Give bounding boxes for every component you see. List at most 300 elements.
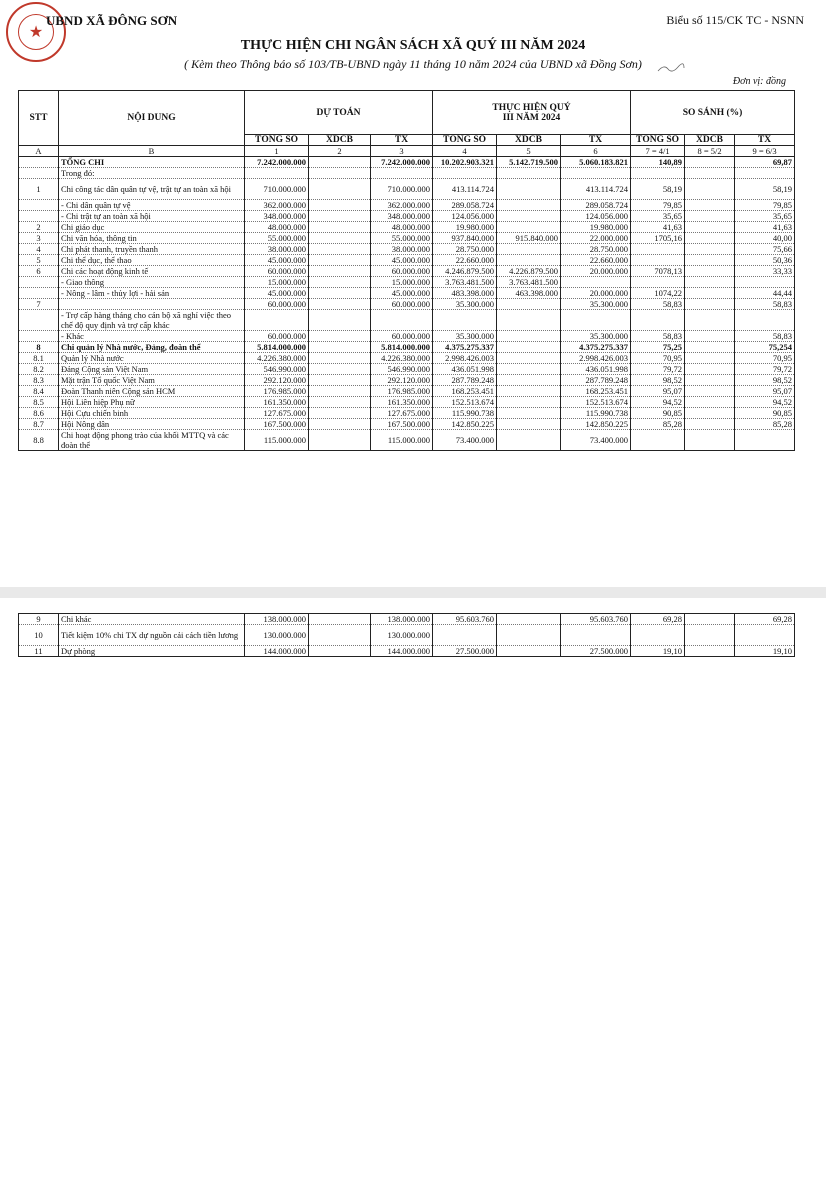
row-value-c8 [685,364,735,375]
row-value-c6: 73.400.000 [561,430,631,451]
table-row [19,646,795,657]
row-value-c3: 292.120.000 [371,375,433,386]
row-stt: 10 [19,625,59,646]
row-content: Chi công tác dân quân tự vệ, trật tự an toàn xã hội [59,179,245,200]
row-value-c9 [735,310,795,331]
row-value-c8 [685,375,735,386]
row-value-c8 [685,342,735,353]
row-value-c4: 35.300.000 [433,299,497,310]
row-value-c6: 2.998.426.003 [561,353,631,364]
row-value-c7: 58,83 [631,299,685,310]
row-value-c4: 10.202.903.321 [433,157,497,168]
row-stt [19,200,59,211]
row-content: - Giao thông [59,277,245,288]
row-value-c9 [735,277,795,288]
table-row [19,211,795,222]
row-content [59,299,245,310]
row-value-c2 [309,157,371,168]
row-value-c5 [497,222,561,233]
row-content: Chi các hoạt động kinh tế [59,266,245,277]
row-value-c3: 115.000.000 [371,430,433,451]
row-value-c8 [685,408,735,419]
row-value-c1: 48.000.000 [245,222,309,233]
row-value-c3: 546.990.000 [371,364,433,375]
row-value-c9: 50,36 [735,255,795,266]
row-value-c8 [685,255,735,266]
row-stt: 8.4 [19,386,59,397]
row-value-c8 [685,266,735,277]
row-value-c1: 15.000.000 [245,277,309,288]
row-stt: 6 [19,266,59,277]
row-value-c3: 15.000.000 [371,277,433,288]
index-cell: 3 [371,146,433,157]
row-value-c8 [685,168,735,179]
header-cmp-tx: TX [735,135,795,146]
row-value-c5 [497,397,561,408]
row-value-c4: 2.998.426.003 [433,353,497,364]
row-value-c6: 152.513.674 [561,397,631,408]
row-value-c4 [433,168,497,179]
row-value-c3 [371,310,433,331]
row-value-c9: 41,63 [735,222,795,233]
row-content: Đảng Cộng sản Việt Nam [59,364,245,375]
row-value-c4: 4.375.275.337 [433,342,497,353]
row-stt: 1 [19,179,59,200]
row-value-c9: 19,10 [735,646,795,657]
header-estimate: DỰ TOÁN [245,91,433,135]
row-value-c7: 70,95 [631,353,685,364]
row-value-c7: 1074,22 [631,288,685,299]
row-value-c4: 4.246.879.500 [433,266,497,277]
row-value-c6: 35.300.000 [561,299,631,310]
row-value-c2 [309,266,371,277]
row-stt [19,310,59,331]
table-row [19,625,795,646]
row-value-c5 [497,255,561,266]
row-stt: 2 [19,222,59,233]
row-value-c4: 142.850.225 [433,419,497,430]
row-stt: 5 [19,255,59,266]
row-value-c6 [561,625,631,646]
row-value-c6: 289.058.724 [561,200,631,211]
row-value-c9: 40,00 [735,233,795,244]
row-value-c7: 58,83 [631,331,685,342]
row-value-c3: 48.000.000 [371,222,433,233]
budget-table-continued [18,613,795,657]
report-page-1 [0,0,826,587]
row-value-c2 [309,430,371,451]
row-value-c5 [497,614,561,625]
row-content: Trong đó: [59,168,245,179]
row-value-c6 [561,310,631,331]
row-value-c9: 58,19 [735,179,795,200]
row-value-c9 [735,430,795,451]
row-value-c6: 20.000.000 [561,288,631,299]
row-value-c7: 140,89 [631,157,685,168]
row-value-c7: 75,25 [631,342,685,353]
row-value-c3: 710.000.000 [371,179,433,200]
row-value-c1: 167.500.000 [245,419,309,430]
header-act-xdcb: XDCB [497,135,561,146]
row-value-c5: 5.142.719.500 [497,157,561,168]
header-act-tx: TX [561,135,631,146]
row-value-c1 [245,168,309,179]
row-value-c7: 90,85 [631,408,685,419]
table-row [19,375,795,386]
row-value-c3: 38.000.000 [371,244,433,255]
row-value-c6: 124.056.000 [561,211,631,222]
header-est-xdcb: XDCB [309,135,371,146]
row-value-c6: 168.253.451 [561,386,631,397]
row-value-c3: 60.000.000 [371,331,433,342]
row-value-c5 [497,331,561,342]
row-value-c5 [497,310,561,331]
table-row [19,386,795,397]
row-value-c3: 60.000.000 [371,299,433,310]
header-cmp-xdcb: XDCB [685,135,735,146]
row-value-c4: 22.660.000 [433,255,497,266]
row-value-c7 [631,625,685,646]
table-row [19,157,795,168]
budget-table [18,90,795,451]
row-stt: 8 [19,342,59,353]
table-row [19,266,795,277]
row-value-c3: 348.000.000 [371,211,433,222]
row-value-c2 [309,179,371,200]
row-value-c6: 19.980.000 [561,222,631,233]
row-value-c6: 287.789.248 [561,375,631,386]
row-value-c2 [309,342,371,353]
row-value-c9 [735,625,795,646]
row-value-c5: 3.763.481.500 [497,277,561,288]
row-value-c2 [309,244,371,255]
row-value-c8 [685,277,735,288]
row-content: TỔNG CHI [59,157,245,168]
row-value-c2 [309,397,371,408]
row-value-c1: 60.000.000 [245,266,309,277]
row-value-c8 [685,353,735,364]
row-value-c7: 79,85 [631,200,685,211]
row-value-c8 [685,157,735,168]
index-cell: 2 [309,146,371,157]
row-value-c7 [631,244,685,255]
row-value-c7: 85,28 [631,419,685,430]
row-value-c7: 19,10 [631,646,685,657]
row-value-c8 [685,331,735,342]
row-stt: 8.1 [19,353,59,364]
row-value-c4: 27.500.000 [433,646,497,657]
row-value-c5: 463.398.000 [497,288,561,299]
row-value-c1: 60.000.000 [245,331,309,342]
row-value-c2 [309,375,371,386]
row-stt: 11 [19,646,59,657]
row-content: Đoàn Thanh niên Cộng sản HCM [59,386,245,397]
row-value-c8 [685,211,735,222]
row-value-c6: 115.990.738 [561,408,631,419]
row-value-c1 [245,310,309,331]
row-value-c5 [497,419,561,430]
row-value-c9: 75,254 [735,342,795,353]
row-value-c9: 75,66 [735,244,795,255]
row-value-c4: 115.990.738 [433,408,497,419]
row-value-c6: 95.603.760 [561,614,631,625]
row-value-c2 [309,646,371,657]
table-row [19,179,795,200]
header-actual: THỰC HIỆN QUÝ III NĂM 2024 [433,91,631,135]
row-value-c2 [309,277,371,288]
index-cell: 4 [433,146,497,157]
row-content: Chi thể dục, thể thao [59,255,245,266]
row-content: Mặt trận Tổ quốc Việt Nam [59,375,245,386]
index-cell: 5 [497,146,561,157]
row-value-c8 [685,625,735,646]
row-value-c1: 138.000.000 [245,614,309,625]
row-value-c2 [309,233,371,244]
row-value-c3: 176.985.000 [371,386,433,397]
row-value-c7: 69,28 [631,614,685,625]
row-content: - Nông - lâm - thủy lợi - hải sản [59,288,245,299]
row-value-c5: 4.226.879.500 [497,266,561,277]
row-value-c2 [309,288,371,299]
row-value-c1: 144.000.000 [245,646,309,657]
row-value-c9: 95,07 [735,386,795,397]
row-value-c4: 287.789.248 [433,375,497,386]
row-value-c5 [497,342,561,353]
row-value-c2 [309,222,371,233]
row-value-c4: 73.400.000 [433,430,497,451]
row-value-c2 [309,331,371,342]
row-value-c5 [497,364,561,375]
row-value-c3: 127.675.000 [371,408,433,419]
row-stt: 8.3 [19,375,59,386]
row-value-c3: 144.000.000 [371,646,433,657]
row-value-c8 [685,288,735,299]
row-value-c2 [309,299,371,310]
row-value-c1: 161.350.000 [245,397,309,408]
row-value-c1: 5.814.000.000 [245,342,309,353]
row-value-c6 [561,277,631,288]
row-value-c1: 45.000.000 [245,255,309,266]
row-value-c5 [497,430,561,451]
row-stt [19,157,59,168]
row-value-c5 [497,179,561,200]
row-value-c4: 436.051.998 [433,364,497,375]
header-est-total: TỔNG SỐ [245,135,309,146]
row-value-c6: 22.660.000 [561,255,631,266]
index-cell: 8 = 5/2 [685,146,735,157]
row-value-c7: 7078,13 [631,266,685,277]
row-value-c9: 79,85 [735,200,795,211]
row-stt: 8.5 [19,397,59,408]
row-value-c4: 289.058.724 [433,200,497,211]
table-row [19,222,795,233]
row-stt [19,168,59,179]
row-value-c8 [685,299,735,310]
row-value-c2 [309,625,371,646]
row-value-c8 [685,244,735,255]
row-stt: 8.8 [19,430,59,451]
row-value-c3: 138.000.000 [371,614,433,625]
row-value-c7: 94,52 [631,397,685,408]
row-value-c8 [685,646,735,657]
row-value-c3: 55.000.000 [371,233,433,244]
row-stt: 9 [19,614,59,625]
row-value-c3: 4.226.380.000 [371,353,433,364]
row-value-c1: 130.000.000 [245,625,309,646]
row-value-c6: 4.375.275.337 [561,342,631,353]
row-value-c4: 937.840.000 [433,233,497,244]
table-row [19,353,795,364]
row-value-c7: 95,07 [631,386,685,397]
row-value-c2 [309,211,371,222]
row-value-c4: 483.398.000 [433,288,497,299]
row-value-c2 [309,386,371,397]
row-value-c9: 33,33 [735,266,795,277]
row-content: Chi khác [59,614,245,625]
row-value-c1: 362.000.000 [245,200,309,211]
row-value-c9: 98,52 [735,375,795,386]
row-value-c8 [685,200,735,211]
row-content: Dự phòng [59,646,245,657]
report-subtitle: ( Kèm theo Thông báo số 103/TB-UBND ngày 11 tháng 10 năm 2024 của UBND xã Đồng Sơn) [184,57,642,71]
row-value-c7 [631,310,685,331]
row-value-c2 [309,168,371,179]
row-value-c1: 60.000.000 [245,299,309,310]
row-content: - Khác [59,331,245,342]
row-value-c4: 19.980.000 [433,222,497,233]
index-cell: 1 [245,146,309,157]
row-value-c1: 45.000.000 [245,288,309,299]
row-value-c4: 35.300.000 [433,331,497,342]
row-stt [19,211,59,222]
row-value-c9: 90,85 [735,408,795,419]
row-value-c8 [685,614,735,625]
row-value-c2 [309,310,371,331]
row-value-c9 [735,168,795,179]
row-value-c8 [685,430,735,451]
form-code: Biểu số 115/CK TC - NSNN [666,13,804,27]
row-stt [19,277,59,288]
header-content: NỘI DUNG [59,91,245,146]
row-content: Chi quản lý Nhà nước, Đảng, đoàn thể [59,342,245,353]
row-stt: 4 [19,244,59,255]
row-value-c2 [309,200,371,211]
index-cell: 7 = 4/1 [631,146,685,157]
row-value-c3: 161.350.000 [371,397,433,408]
row-value-c6: 20.000.000 [561,266,631,277]
table-row [19,342,795,353]
header-act-total: TỔNG SỐ [433,135,497,146]
table-row [19,419,795,430]
table-row [19,310,795,331]
row-content: - Chi trật tự an toàn xã hội [59,211,245,222]
index-cell: 9 = 6/3 [735,146,795,157]
row-value-c1: 38.000.000 [245,244,309,255]
row-value-c8 [685,179,735,200]
header-est-tx: TX [371,135,433,146]
row-value-c6: 5.060.183.821 [561,157,631,168]
row-value-c5 [497,299,561,310]
row-value-c7: 98,52 [631,375,685,386]
header-stt: STT [19,91,59,146]
row-value-c5 [497,375,561,386]
table-row [19,408,795,419]
row-value-c9: 58,83 [735,331,795,342]
report-page-2 [0,598,826,1200]
row-value-c5 [497,625,561,646]
table-row [19,233,795,244]
row-value-c3: 5.814.000.000 [371,342,433,353]
row-value-c7 [631,255,685,266]
row-value-c1: 115.000.000 [245,430,309,451]
row-value-c9: 79,72 [735,364,795,375]
row-content: Hội Nông dân [59,419,245,430]
row-value-c7: 35,65 [631,211,685,222]
index-cell: B [59,146,245,157]
table-row [19,200,795,211]
row-value-c4: 413.114.724 [433,179,497,200]
table-row [19,244,795,255]
row-value-c4 [433,625,497,646]
row-value-c1: 7.242.000.000 [245,157,309,168]
row-value-c1: 176.985.000 [245,386,309,397]
row-value-c4: 124.056.000 [433,211,497,222]
row-value-c7: 58,19 [631,179,685,200]
row-value-c6: 28.750.000 [561,244,631,255]
organization-name: UBND XÃ ĐÔNG SƠN [46,13,178,28]
row-value-c2 [309,364,371,375]
table-row [19,397,795,408]
row-stt: 8.6 [19,408,59,419]
row-value-c4: 168.253.451 [433,386,497,397]
signature-mark-icon [656,62,686,74]
row-value-c4: 3.763.481.500 [433,277,497,288]
row-value-c8 [685,233,735,244]
row-value-c5: 915.840.000 [497,233,561,244]
row-value-c8 [685,386,735,397]
row-value-c7 [631,277,685,288]
table-row [19,277,795,288]
index-cell: 6 [561,146,631,157]
row-content: Chi phát thanh, truyền thanh [59,244,245,255]
table-row [19,331,795,342]
row-value-c7 [631,168,685,179]
row-value-c9: 69,28 [735,614,795,625]
row-content: Quản lý Nhà nước [59,353,245,364]
row-value-c1: 4.226.380.000 [245,353,309,364]
header-cmp-total: TỔNG SỐ [631,135,685,146]
row-value-c5 [497,646,561,657]
row-stt [19,331,59,342]
row-value-c3: 60.000.000 [371,266,433,277]
table-row [19,299,795,310]
row-value-c2 [309,255,371,266]
row-stt [19,288,59,299]
unit-label: Đơn vị: đồng [732,76,786,87]
row-content: Hội Liên hiệp Phụ nữ [59,397,245,408]
row-value-c1: 348.000.000 [245,211,309,222]
table-row [19,288,795,299]
row-value-c6 [561,168,631,179]
row-stt: 8.7 [19,419,59,430]
table-row [19,614,795,625]
row-value-c8 [685,222,735,233]
row-stt: 7 [19,299,59,310]
row-value-c6: 35.300.000 [561,331,631,342]
row-value-c1: 546.990.000 [245,364,309,375]
row-content: - Trợ cấp hàng tháng cho cán bộ xã nghỉ việc theo chế độ quy định và trợ cấp khác [59,310,245,331]
row-value-c8 [685,419,735,430]
